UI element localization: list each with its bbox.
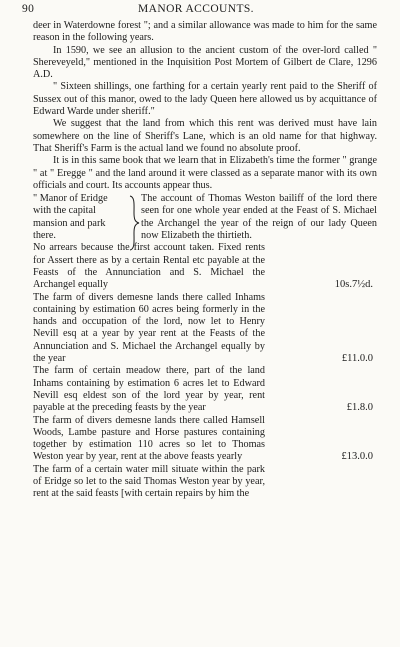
account-entry	[33, 464, 377, 501]
paragraph: " Sixteen shillings, one farthing for a certain yearly rent paid to the Sheriff of Sussex out of this manor, owed to the lady Queen here allowed us by acquittance of Edward Warde under sheriff."	[33, 81, 377, 118]
running-title: MANOR ACCOUNTS.	[138, 3, 254, 15]
page-body	[33, 20, 377, 501]
entry-amount: £13.0.0	[341, 451, 373, 463]
account-entries	[33, 242, 377, 500]
entry-text: The farm of divers demesne lands there called Hamsell Woods, Lambe pasture and Horse pastures containing together by estimation 110 acres so let to Thomas Weston year by year, rent at the above feasts yearly	[33, 414, 265, 463]
account-entry	[33, 292, 377, 366]
account-entry	[33, 365, 377, 414]
paragraph: We suggest that the land from which this rent was derived must have lain somewhere on the line of Sheriff's Lane, which is an old name for that highway. That Sheriff's Farm is the actual land we found no absolute proof.	[33, 118, 377, 154]
running-header	[22, 3, 370, 19]
paragraph: It is in this same book that we learn that in Elizabeth's time the former " grange " at " Eregge " and the land around it were classed as a separate manor with its own officials and court. Its accounts appear thus.	[33, 155, 377, 191]
paragraph: In 1590, we see an allusion to the ancient custom of the over-lord called " Shereveyeld," mentioned in the Inquisition Post Mortem of Gilbert de Clare, 1296 A.D.	[33, 44, 377, 81]
entry-text: No arrears because the first account taken. Fixed rents for Assert there as by a certain Rental etc payable at the Feasts of the Annunciation and S. Michael the Archangel equally	[33, 242, 265, 291]
manor-account-heading	[33, 193, 377, 242]
entry-amount: £11.0.0	[341, 353, 373, 365]
entry-amount: £1.8.0	[346, 402, 373, 414]
account-description: The account of Thomas Weston bailiff of the lord there seen for one whole year ended at the Feast of S. Michael the Archangel the year of the reign of our lady Queen now Elizabeth the thirtieth.	[141, 193, 377, 242]
entry-text: The farm of divers demesne lands there called Inhams containing by estimation 60 acres being formerly in the hands and occupation of the lord, now let to Henry Nevill esq at a year by year rent at the Feasts of the Annunciation and S. Michael the Archangel equally by the year	[33, 291, 265, 365]
brace-icon	[127, 193, 141, 242]
entry-amount: 10s.7½d.	[334, 279, 373, 291]
account-entry	[33, 242, 377, 291]
entry-text: The farm of certain meadow there, part of the land Inhams containing by estimation 6 acres let to Edward Nevill esq eldest son of the lord year by year, rent payable at the preceding feasts by the year	[33, 365, 265, 414]
entry-text: The farm of a certain water mill situate within the park of Eridge so let to the said Thomas Weston year by year, rent at the said feasts [with certain repairs by him the	[33, 463, 265, 500]
manor-title: " Manor of Eridge with the capital mansion and park there.	[33, 193, 108, 242]
paragraph: deer in Waterdowne forest "; and a similar allowance was made to him for the same reason in the following years.	[33, 20, 377, 44]
page-number: 90	[22, 3, 35, 15]
account-entry	[33, 415, 377, 464]
